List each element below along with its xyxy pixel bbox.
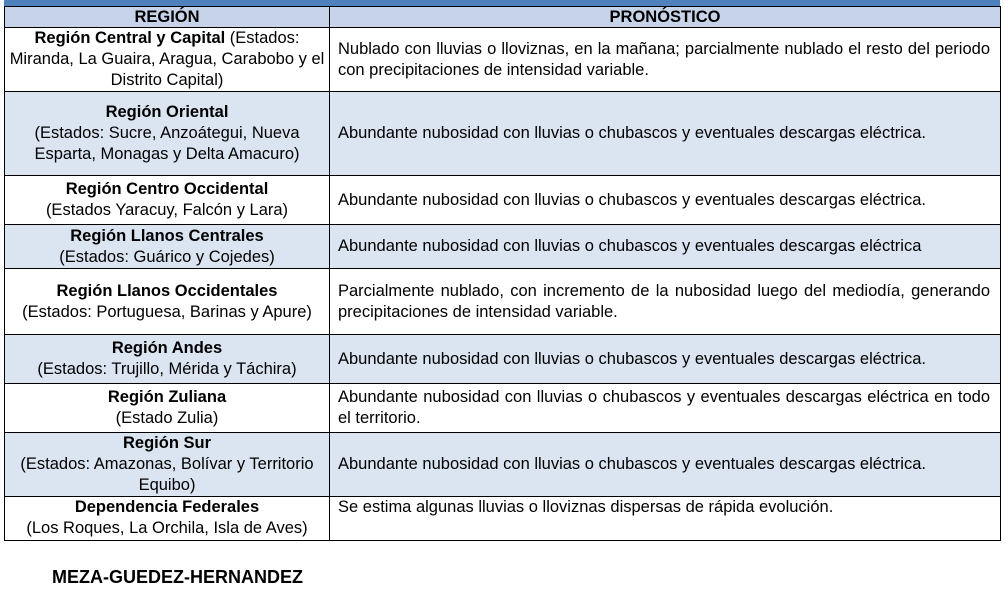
table-row xyxy=(5,92,1001,176)
region-cell xyxy=(5,176,330,225)
region-name: Región Andes xyxy=(111,339,223,357)
forecast-cell xyxy=(330,28,1001,92)
region-cell xyxy=(5,335,330,384)
forecast-table xyxy=(4,6,1001,541)
region-states: (Los Roques, La Orchila, Isla de Aves) xyxy=(26,519,308,537)
table-row xyxy=(5,335,1001,384)
region-cell xyxy=(5,225,330,269)
region-states: (Estados: Amazonas, Bolívar y Territorio Equibo) xyxy=(20,455,314,494)
table-row xyxy=(5,497,1001,541)
region-name: Región Oriental xyxy=(105,103,229,121)
forecast-text: Abundante nubosidad con lluvias o chubascos y eventuales descargas eléctrica. xyxy=(338,349,926,368)
header-forecast: PRONÓSTICO xyxy=(330,7,1001,28)
forecast-text: Se estima algunas lluvias o lloviznas dispersas de rápida evolución. xyxy=(338,498,834,516)
table-row xyxy=(5,176,1001,225)
table-row xyxy=(5,225,1001,269)
table-row xyxy=(5,433,1001,497)
region-cell xyxy=(5,269,330,335)
region-states: (Estados: Miranda, La Guaira, Aragua, Carabobo y el Distrito Capital) xyxy=(9,29,325,89)
forecast-cell xyxy=(330,269,1001,335)
region-name: Dependencia Federales xyxy=(74,498,260,516)
region-states: (Estado Zulia) xyxy=(115,409,219,427)
region-name: Región Centro Occidental xyxy=(65,180,269,198)
forecast-cell xyxy=(330,225,1001,269)
region-name: Región Llanos Occidentales xyxy=(56,281,278,300)
table-row xyxy=(5,269,1001,335)
table-row xyxy=(5,384,1001,433)
forecast-text: Abundante nubosidad con lluvias o chubascos y eventuales descargas eléctrica. xyxy=(338,190,926,209)
forecast-cell xyxy=(330,497,1001,541)
forecast-text: Abundante nubosidad con lluvias o chubascos y eventuales descargas eléctrica en todo el territorio. xyxy=(338,388,990,427)
region-states: (Estados: Portuguesa, Barinas y Apure) xyxy=(22,302,312,321)
region-cell xyxy=(5,433,330,497)
region-states: (Estados: Trujillo, Mérida y Táchira) xyxy=(37,360,297,378)
forecast-text: Abundante nubosidad con lluvias o chubascos y eventuales descargas eléctrica. xyxy=(338,455,926,473)
region-name: Región Zuliana xyxy=(107,388,227,406)
forecast-text: Parcialmente nublado, con incremento de la nubosidad luego del mediodía, generando precipitaciones de intensidad variable. xyxy=(338,281,990,321)
region-cell xyxy=(5,92,330,176)
region-name: Región Central y Capital xyxy=(34,29,226,47)
forecast-text: Nublado con lluvias o lloviznas, en la mañana; parcialmente nublado el resto del periodo con precipitaciones de intensidad variable. xyxy=(338,39,990,79)
region-cell xyxy=(5,384,330,433)
region-cell xyxy=(5,497,330,541)
table-header-row xyxy=(5,7,1001,28)
region-cell xyxy=(5,28,330,92)
region-name: Región Sur xyxy=(122,434,211,452)
region-name: Región Llanos Centrales xyxy=(70,226,264,245)
authors-signature: MEZA-GUEDEZ-HERNANDEZ xyxy=(52,567,303,587)
region-states: (Estados: Sucre, Anzoátegui, Nueva Esparta, Monagas y Delta Amacuro) xyxy=(34,124,300,163)
forecast-text: Abundante nubosidad con lluvias o chubascos y eventuales descargas eléctrica. xyxy=(338,124,926,142)
forecast-cell xyxy=(330,92,1001,176)
forecast-cell xyxy=(330,335,1001,384)
forecast-cell xyxy=(330,384,1001,433)
forecast-cell xyxy=(330,176,1001,225)
region-states: (Estados Yaracuy, Falcón y Lara) xyxy=(45,201,289,219)
forecast-text: Abundante nubosidad con lluvias o chubascos y eventuales descargas eléctrica xyxy=(338,237,922,255)
region-states: (Estados: Guárico y Cojedes) xyxy=(59,247,275,266)
header-region: REGIÓN xyxy=(5,7,330,28)
table-row xyxy=(5,28,1001,92)
forecast-cell xyxy=(330,433,1001,497)
